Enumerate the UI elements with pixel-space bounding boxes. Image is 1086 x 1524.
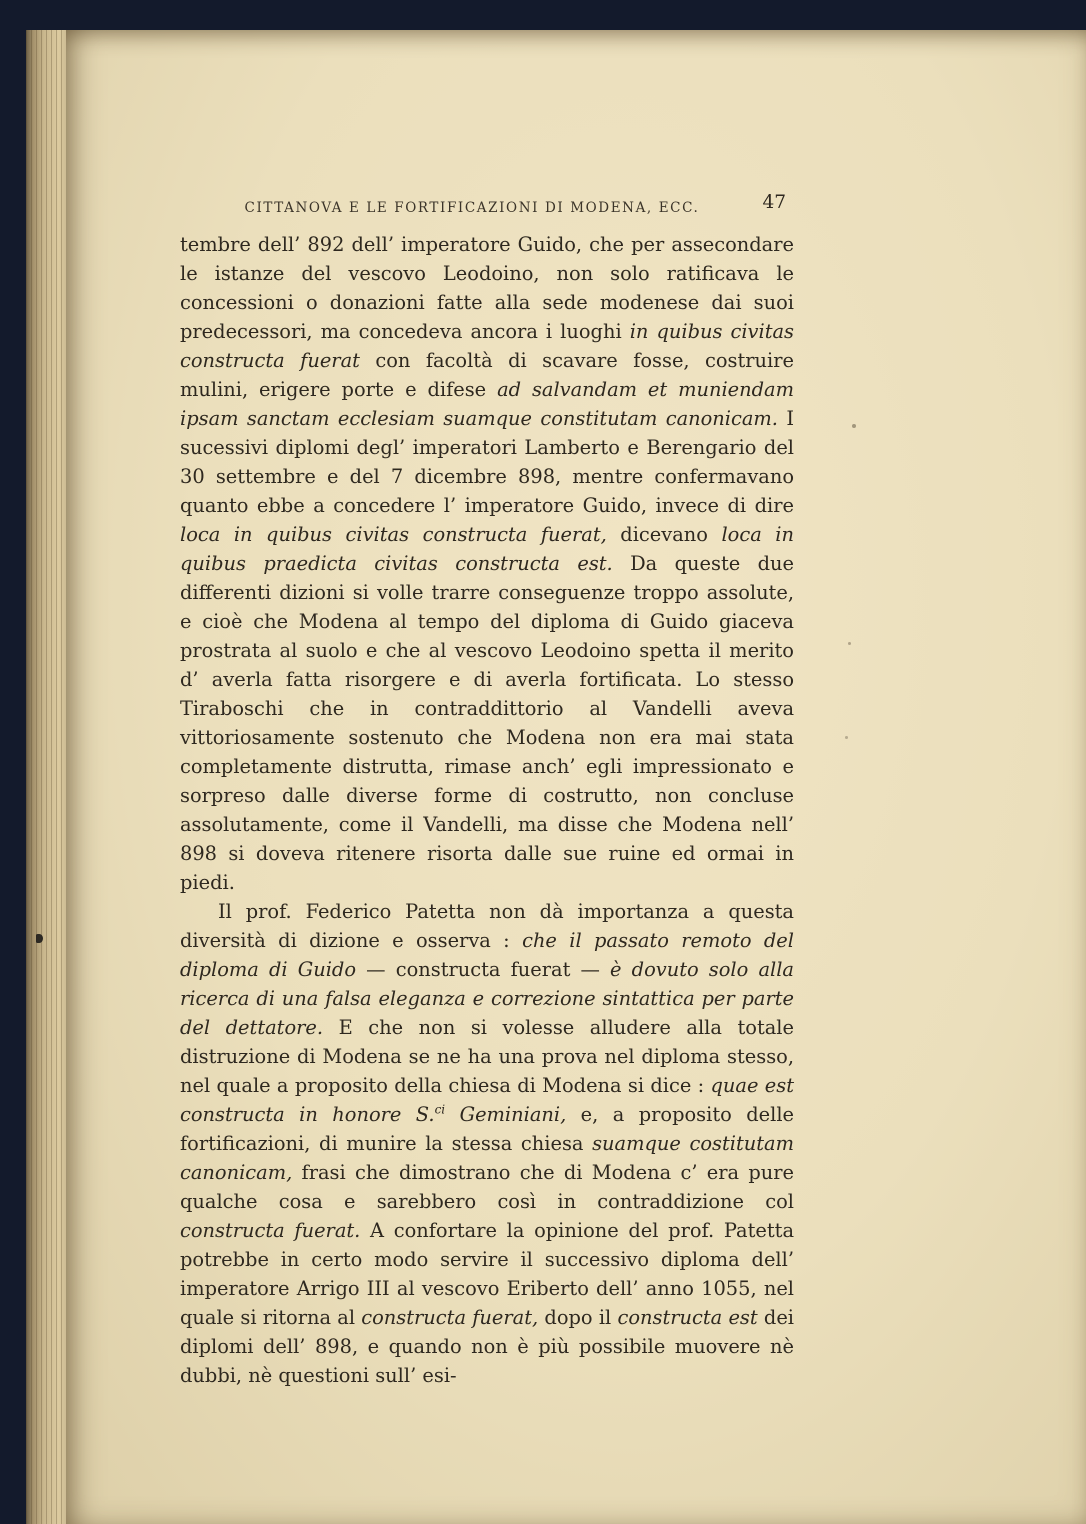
page-edges — [26, 30, 66, 1524]
book-page — [66, 30, 1086, 1524]
body-paragraph: Il prof. Federico Patetta non dà importanza a questa diversità di dizione e osserva : che il passato remoto del diploma di Guido — constructa fuerat — è dovuto solo alla ricerca di una falsa eleganza e correzione sintattica per parte del dettatore. E che non si volesse alludere alla totale distruzione di Modena se ne ha una prova nel diploma stesso, nel quale a proposito della chiesa di Modena si dice : quae est constructa in honore S.$^{ci}$ Geminiani, e, a proposito delle fortificazioni, di munire la stessa chiesa suamque costitutam canonicam, frasi che dimostrano che di Modena c’ era pure qualche cosa e sarebbero così in contraddizione col constructa fuerat. A confortare la opinione del prof. Patetta potrebbe in certo modo servire il successivo diploma dell’ imperatore Arrigo III al vescovo Eriberto dell’ anno 1055, nel quale si ritorna al constructa fuerat, dopo il constructa est dei diplomi dell’ 898, e quando non è più possibile muovere nè dubbi, nè questioni sull’ esi- — [180, 900, 795, 1387]
running-header — [180, 192, 794, 220]
paper-speck — [852, 424, 856, 428]
running-header-title: CITTANOVA E LE FORTIFICAZIONI DI MODENA, ECC. — [244, 200, 700, 216]
paper-speck — [848, 642, 851, 645]
body-paragraph: tembre dell’ 892 dell’ imperatore Guido, che per assecondare le istanze del vescovo Leodoino, non solo ratificava le concessioni o donazioni fatte alla sede modenese dai suoi predecessori, ma concedeva ancora i luoghi in quibus civitas constructa fuerat con facoltà di scavare fosse, costruire mulini, erigere porte e difese ad salvandam et muniendam ipsam sanctam ecclesiam suamque constitutam canonicam. I sucessivi diplomi degl’ imperatori Lamberto e Berengario del 30 settembre e del 7 dicembre 898, mentre confermavano quanto ebbe a concedere l’ imperatore Guido, invece di dire loca in quibus civitas constructa fuerat, dicevano loca in quibus praedicta civitas constructa est. Da queste due differenti dizioni si volle trarre conseguenze troppo assolute, e cioè che Modena al tempo del diploma di Guido giaceva prostrata al suolo e che al vescovo Leodoino spetta il merito d’ averla fatta risorgere e di averla fortificata. Lo stesso Tiraboschi che in contraddittorio al Vandelli aveva vittoriosamente sostenuto che Modena non era mai stata completamente distrutta, rimase anch’ egli impressionato e sorpreso dalle diverse forme di costrutto, non concluse assolutamente, come il Vandelli, ma disse che Modena nell’ 898 si doveva ritenere risorta dalle sue ruine ed ormai in piedi. — [180, 233, 795, 894]
paper-speck — [845, 736, 848, 739]
text-block — [180, 230, 794, 1390]
page-number: 47 — [762, 192, 786, 213]
paper-speck — [36, 934, 43, 943]
